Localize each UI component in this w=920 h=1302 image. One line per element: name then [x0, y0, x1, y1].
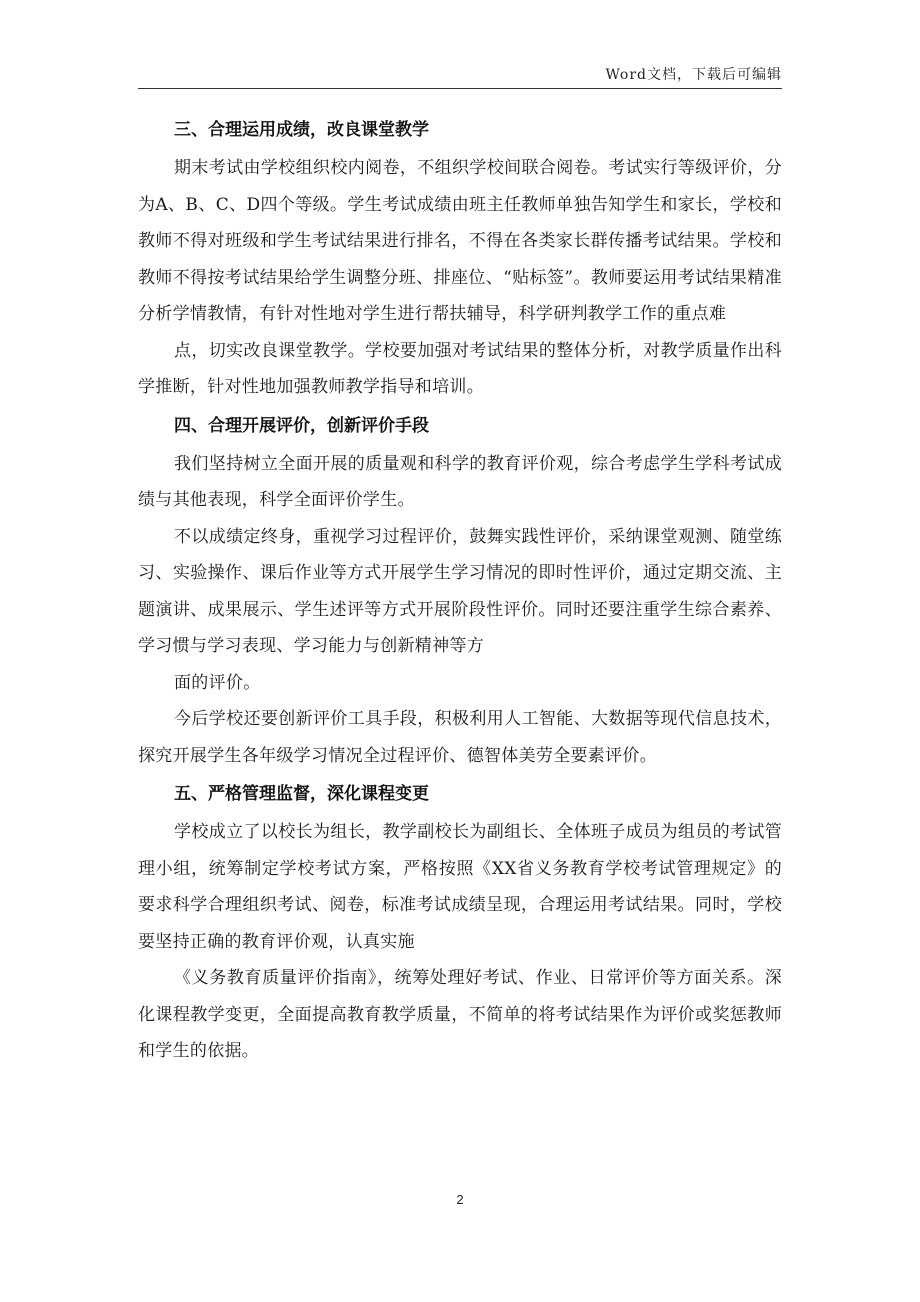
page-header	[138, 66, 782, 89]
paragraph: 面的评价。	[174, 672, 261, 693]
paragraph: 今后学校还要创新评价工具手段，积极利用人工智能、大数据等现代信息技术，探究开展学生各年级学习情况全过程评价、德智体美劳全要素评价。	[138, 709, 782, 766]
paragraph: 学校成立了以校长为组长，教学副校长为副组长、全体班子成员为组员的考试管理小组，统筹制定学校考试方案，严格按照《XX省义务教育学校考试管理规定》的要求科学合理组织考试、阅卷，标准考试成绩呈现，合理运用考试结果。同时，学校要坚持正确的教育评价观，认真实施	[138, 822, 782, 952]
header-text: Word文档，下载后可编辑	[605, 67, 782, 83]
paragraph: 点，切实改良课堂教学。学校要加强对考试结果的整体分析，对教学质量作出科学推断，针对性地加强教师教学指导和培训。	[138, 340, 782, 397]
page-number: 2	[456, 1192, 464, 1207]
section-heading: 五、严格管理监督，深化课程变更	[174, 784, 429, 804]
paragraph: 《义务教育质量评价指南》，统筹处理好考试、作业、日常评价等方面关系。深化课程教学变更，全面提高教育教学质量，不简单的将考试结果作为评价或奖惩教师和学生的依据。	[138, 968, 782, 1061]
document-body	[138, 110, 782, 1070]
paragraph: 不以成绩定终身，重视学习过程评价，鼓舞实践性评价，采纳课堂观测、随堂练习、实验操作、课后作业等方式开展学生学习情况的即时性评价，通过定期交流、主题演讲、成果展示、学生述评等方式开展阶段性评价。同时还要注重学生综合素养、学习惯与学习表现、学习能力与创新精神等方	[138, 526, 782, 656]
section-heading: 三、合理运用成绩，改良课堂教学	[174, 120, 429, 140]
section-heading: 四、合理开展评价，创新评价手段	[174, 415, 429, 436]
paragraph: 我们坚持树立全面开展的质量观和科学的教育评价观，综合考虑学生学科考试成绩与其他表现，科学全面评价学生。	[138, 453, 782, 510]
paragraph: 期末考试由学校组织校内阅卷，不组织学校间联合阅卷。考试实行等级评价，分为A、B、C、D四个等级。学生考试成绩由班主任教师单独告知学生和家长，学校和教师不得对班级和学生考试结果进行排名，不得在各类家长群传播考试结果。学校和教师不得按考试结果给学生调整分班、排座位、“贴标签”。教师要运用考试结果精准分析学情教情，有针对性地对学生进行帮扶辅导，科学研判教学工作的重点难	[138, 158, 782, 324]
